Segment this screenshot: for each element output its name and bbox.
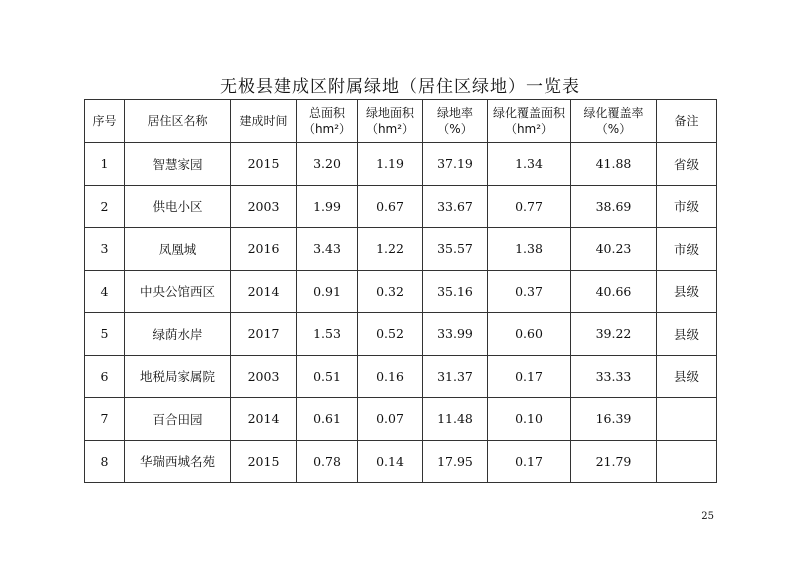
cell-coverage-area: 0.77 (488, 185, 571, 228)
cell-build-year: 2003 (231, 355, 297, 398)
cell-green-rate: 33.67 (423, 185, 488, 228)
cell-remarks: 省级 (657, 143, 717, 186)
cell-build-year: 2015 (231, 143, 297, 186)
cell-coverage-area: 1.38 (488, 228, 571, 271)
page-number: 25 (701, 511, 714, 522)
cell-coverage-area: 0.60 (488, 313, 571, 356)
table-row (85, 355, 717, 398)
cell-build-year: 2014 (231, 398, 297, 441)
table-row (85, 398, 717, 441)
cell-coverage-area: 1.34 (488, 143, 571, 186)
cell-community-name: 凤凰城 (125, 228, 231, 271)
cell-total-area: 0.51 (297, 355, 358, 398)
cell-index: 5 (85, 313, 125, 356)
cell-green-area: 1.22 (358, 228, 423, 271)
cell-green-area: 0.16 (358, 355, 423, 398)
cell-coverage-rate: 40.66 (571, 270, 657, 313)
header-build-year: 建成时间 (231, 100, 297, 143)
cell-build-year: 2003 (231, 185, 297, 228)
cell-index: 1 (85, 143, 125, 186)
cell-total-area: 3.43 (297, 228, 358, 271)
cell-remarks: 市级 (657, 185, 717, 228)
cell-coverage-rate: 21.79 (571, 440, 657, 483)
cell-build-year: 2017 (231, 313, 297, 356)
cell-remarks: 县级 (657, 313, 717, 356)
cell-green-rate: 37.19 (423, 143, 488, 186)
header-remarks: 备注 (657, 100, 717, 143)
cell-green-area: 0.14 (358, 440, 423, 483)
table-row (85, 185, 717, 228)
cell-total-area: 0.91 (297, 270, 358, 313)
cell-index: 3 (85, 228, 125, 271)
cell-total-area: 0.78 (297, 440, 358, 483)
cell-green-rate: 35.16 (423, 270, 488, 313)
cell-green-rate: 11.48 (423, 398, 488, 441)
cell-community-name: 智慧家园 (125, 143, 231, 186)
cell-community-name: 地税局家属院 (125, 355, 231, 398)
table-row (85, 313, 717, 356)
header-green-area: 绿地面积 （hm²） (358, 100, 423, 143)
cell-remarks (657, 440, 717, 483)
table-header-row (85, 100, 717, 143)
cell-total-area: 1.99 (297, 185, 358, 228)
cell-build-year: 2015 (231, 440, 297, 483)
cell-coverage-area: 0.17 (488, 440, 571, 483)
cell-remarks: 县级 (657, 355, 717, 398)
header-index: 序号 (85, 100, 125, 143)
header-coverage-rate: 绿化覆盖率 （%） (571, 100, 657, 143)
cell-index: 7 (85, 398, 125, 441)
cell-community-name: 华瑞西城名苑 (125, 440, 231, 483)
header-coverage-area: 绿化覆盖面积 （hm²） (488, 100, 571, 143)
cell-build-year: 2014 (231, 270, 297, 313)
cell-coverage-rate: 40.23 (571, 228, 657, 271)
cell-coverage-area: 0.37 (488, 270, 571, 313)
table-row (85, 143, 717, 186)
cell-total-area: 1.53 (297, 313, 358, 356)
cell-green-area: 0.07 (358, 398, 423, 441)
header-total-area: 总面积 （hm²） (297, 100, 358, 143)
green-space-table (84, 99, 717, 483)
cell-green-area: 0.32 (358, 270, 423, 313)
cell-coverage-area: 0.10 (488, 398, 571, 441)
cell-index: 4 (85, 270, 125, 313)
cell-community-name: 供电小区 (125, 185, 231, 228)
table-row (85, 228, 717, 271)
cell-total-area: 3.20 (297, 143, 358, 186)
cell-remarks (657, 398, 717, 441)
cell-index: 6 (85, 355, 125, 398)
table-row (85, 440, 717, 483)
table-row (85, 270, 717, 313)
header-community-name: 居住区名称 (125, 100, 231, 143)
cell-remarks: 县级 (657, 270, 717, 313)
cell-community-name: 中央公馆西区 (125, 270, 231, 313)
cell-remarks: 市级 (657, 228, 717, 271)
cell-community-name: 绿荫水岸 (125, 313, 231, 356)
cell-coverage-rate: 33.33 (571, 355, 657, 398)
cell-community-name: 百合田园 (125, 398, 231, 441)
cell-coverage-rate: 38.69 (571, 185, 657, 228)
cell-coverage-rate: 41.88 (571, 143, 657, 186)
cell-index: 8 (85, 440, 125, 483)
cell-green-rate: 35.57 (423, 228, 488, 271)
cell-green-rate: 33.99 (423, 313, 488, 356)
cell-green-area: 0.67 (358, 185, 423, 228)
cell-total-area: 0.61 (297, 398, 358, 441)
header-green-rate: 绿地率 （%） (423, 100, 488, 143)
cell-index: 2 (85, 185, 125, 228)
cell-green-area: 0.52 (358, 313, 423, 356)
cell-green-rate: 17.95 (423, 440, 488, 483)
cell-coverage-rate: 16.39 (571, 398, 657, 441)
cell-coverage-area: 0.17 (488, 355, 571, 398)
cell-build-year: 2016 (231, 228, 297, 271)
page-title: 无极县建成区附属绿地（居住区绿地）一览表 (220, 77, 580, 97)
cell-green-area: 1.19 (358, 143, 423, 186)
cell-green-rate: 31.37 (423, 355, 488, 398)
cell-coverage-rate: 39.22 (571, 313, 657, 356)
